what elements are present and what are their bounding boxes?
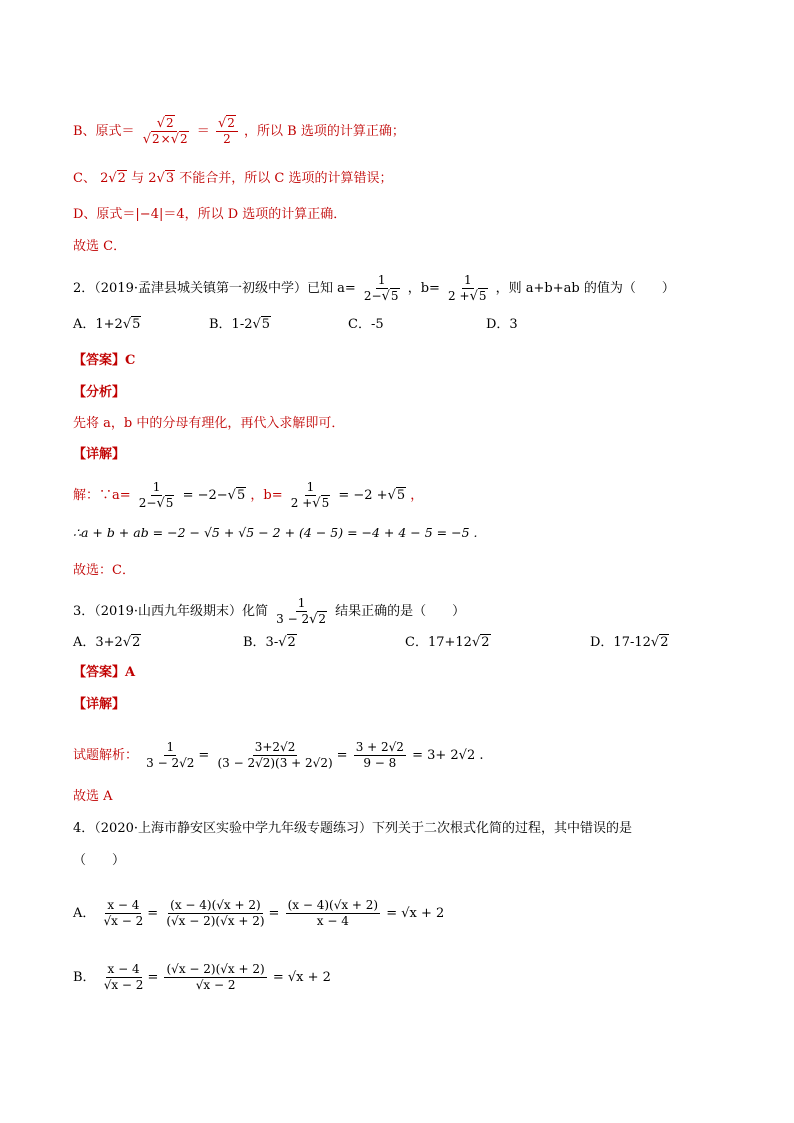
- fraction: [215, 740, 334, 771]
- text: 5: [390, 289, 399, 303]
- q3-option-d: D．17-12√2: [590, 635, 669, 650]
- text: 5: [132, 317, 141, 332]
- text: A: [125, 665, 136, 680]
- text: A．1+2: [73, 317, 123, 332]
- text: 2: [227, 116, 235, 130]
- text: 不能合并，所以 C 选项的计算错误；: [179, 171, 393, 186]
- text: √x − 2: [103, 978, 144, 992]
- q3-choose: 故选 A: [73, 789, 113, 804]
- text: x − 4: [107, 962, 140, 976]
- text: 试题解析：: [73, 748, 139, 763]
- text: 2: [100, 171, 109, 186]
- q3-option-a: A．3+2√2: [73, 635, 141, 650]
- q2-analysis: 先将 a，b 中的分母有理化，再代入求解即可．: [73, 416, 345, 431]
- text: 1: [297, 596, 306, 610]
- text: (√x − 2)(√x + 2): [166, 914, 265, 928]
- text: 2: [660, 635, 669, 650]
- text: 2: [481, 635, 490, 650]
- question-2: [73, 273, 675, 304]
- text: ＝: [196, 124, 210, 139]
- text: ×: [160, 132, 171, 146]
- text: ，b=: [250, 488, 283, 503]
- text: D．17-12: [590, 635, 651, 650]
- q3-answer: [73, 664, 135, 682]
- text: C: [125, 353, 136, 368]
- text: = √x + 2: [272, 970, 331, 985]
- text: 2 +: [448, 289, 470, 303]
- choose-c: 故选 C．: [73, 239, 127, 254]
- text: √x − 2: [195, 978, 236, 992]
- text: 【答案】: [73, 353, 126, 368]
- text: (√x − 2)(√x + 2): [166, 962, 265, 976]
- text: 5: [396, 488, 406, 503]
- text: B．1-2: [209, 317, 253, 332]
- text: 3: [165, 171, 175, 186]
- text: C．17+12: [405, 635, 472, 650]
- text: 1: [166, 740, 175, 754]
- text: ，则 a+b+ab 的值为（ ）: [495, 281, 675, 296]
- text: 1: [463, 273, 472, 287]
- q3-solution: 试题解析： $\frac{1}{3 - 2√2}$ = $\frac{3+2√2}{(3 - 2√2)(3 + 2√2)}$ = $\frac{3 + 2√2}{9 - 8}$ = 3+ 2√2 .: [73, 740, 484, 770]
- text: A．3+2: [73, 635, 123, 650]
- text: = −2−: [182, 488, 228, 503]
- text: 2 +: [290, 496, 313, 510]
- text: ，所以 B 选项的计算正确；: [244, 124, 405, 139]
- fraction: $\frac{1}{2-√5}$: [138, 480, 174, 511]
- q2-choose: 故选：C．: [73, 563, 135, 578]
- fraction: [286, 898, 381, 929]
- q2-option-c: C．-5: [348, 317, 384, 332]
- text: 【答案】: [73, 665, 126, 680]
- text: x − 4: [316, 914, 349, 928]
- question-4: 4．（2020·上海市静安区实验中学九年级专题练习）下列关于二次根式化简的过程，其中错误的是: [73, 821, 632, 836]
- question-4-paren: （ ）: [73, 853, 126, 868]
- text: √x − 2: [103, 914, 144, 928]
- text: = −2 +: [338, 488, 388, 503]
- fraction: $\frac{√2}{2}$: [216, 116, 238, 147]
- text: 结果正确的是（ ）: [335, 604, 466, 619]
- text: 5: [261, 317, 271, 332]
- text: 3．（2019·山西九年级期末）化简: [73, 604, 268, 619]
- q2-answer: [73, 352, 135, 370]
- q3-detail-label: 【详解】: [73, 697, 126, 712]
- text: 2: [180, 132, 188, 146]
- q2-option-d: D．3: [486, 317, 518, 332]
- fraction: [164, 962, 266, 993]
- text: 1: [377, 273, 386, 287]
- text: 与: [131, 171, 145, 186]
- text: 5: [236, 488, 246, 503]
- q4-option-a: A． $\frac{x - 4}{√x - 2}$ = $\frac{(x - 4)(√x + 2)}{(√x - 2)(√x + 2)}$ = $\frac{(x - 4)(√x + 2)}{x - 4}$ = √x + 2: [73, 898, 445, 928]
- text: ，: [410, 488, 424, 503]
- text: 3+2√2: [254, 740, 296, 754]
- text: 1: [306, 480, 315, 494]
- text: (x − 4)(√x + 2): [170, 898, 261, 912]
- fraction: [164, 898, 266, 929]
- text: B．3-: [243, 635, 279, 650]
- q4-option-b: B． $\frac{x - 4}{√x - 2}$ = $\frac{(√x - 2)(√x + 2)}{√x - 2}$ = √x + 2: [73, 962, 331, 992]
- fraction: [354, 740, 406, 771]
- text: 2: [132, 635, 141, 650]
- q2-detail-label: 【详解】: [73, 447, 126, 462]
- text: B、原式＝: [73, 124, 135, 139]
- text: 5: [478, 289, 487, 303]
- text: 2: [287, 635, 296, 650]
- option-b-explanation: [73, 116, 405, 147]
- text: 2: [318, 612, 327, 626]
- text: B．: [73, 970, 96, 985]
- text: 9 − 8: [363, 756, 397, 770]
- text: 2−: [363, 289, 382, 303]
- text: 5: [165, 496, 174, 510]
- text: C、: [73, 171, 96, 186]
- q2-analysis-label: 【分析】: [73, 385, 126, 400]
- option-d-explanation: D、原式＝|−4|＝4，所以 D 选项的计算正确．: [73, 207, 347, 222]
- text: 2−: [138, 496, 157, 510]
- text: ，b=: [407, 281, 440, 296]
- text: 2．（2019·孟津县城关镇第一初级中学）已知 a=: [73, 281, 356, 296]
- q2-option-a: A．1+2√5: [73, 317, 141, 332]
- text: x − 4: [107, 898, 140, 912]
- q3-option-b: B．3-√2: [243, 635, 296, 650]
- fraction: $\frac{1}{2 +√5}$: [290, 480, 330, 511]
- question-3: [73, 596, 465, 627]
- text: 1: [152, 480, 161, 494]
- fraction: $\frac{1}{2-√5}$: [363, 273, 399, 304]
- text: 2: [117, 171, 126, 186]
- text: = √x + 2: [386, 906, 445, 921]
- text: 2: [223, 132, 231, 146]
- q2-solution-line-2: ∴a + b + ab = −2 − √5 + √5 − 2 + (4 − 5) = −4 + 4 − 5 = −5 .: [73, 525, 478, 540]
- q3-option-c: C．17+12√2: [405, 635, 490, 650]
- option-c-explanation: C、 2√2 与 2√3 不能合并，所以 C 选项的计算错误；: [73, 171, 393, 186]
- q2-option-b: B．1-2√5: [209, 317, 271, 332]
- text: A．: [73, 906, 96, 921]
- text: 3 − 2√2: [146, 756, 195, 770]
- text: 2: [166, 116, 174, 130]
- text: 3 + 2√2: [355, 740, 404, 754]
- text: 3 − 2: [276, 612, 310, 626]
- fraction: $\frac{1}{3 - 2√2}$: [276, 596, 327, 627]
- fraction: [102, 898, 146, 929]
- text: (x − 4)(√x + 2): [287, 898, 379, 912]
- text: = 3+ 2√2 .: [412, 748, 484, 763]
- text: 5: [321, 496, 330, 510]
- text: (3 − 2√2)(3 + 2√2): [217, 756, 333, 770]
- q2-solution-line-1: 解：∵a= $\frac{1}{2-√5}$ = −2−√5 ，b= $\frac{1}{2 +√5}$ = −2 +√5 ，: [73, 480, 424, 511]
- fraction: $\frac{√2}{√2\times√2}$: [142, 116, 188, 147]
- fraction: $\frac{1}{2 +√5}$: [448, 273, 487, 304]
- fraction: [144, 740, 196, 771]
- text: 2: [152, 132, 160, 146]
- text: 2: [148, 171, 157, 186]
- fraction: [102, 962, 146, 993]
- text: 解：∵a=: [73, 488, 131, 503]
